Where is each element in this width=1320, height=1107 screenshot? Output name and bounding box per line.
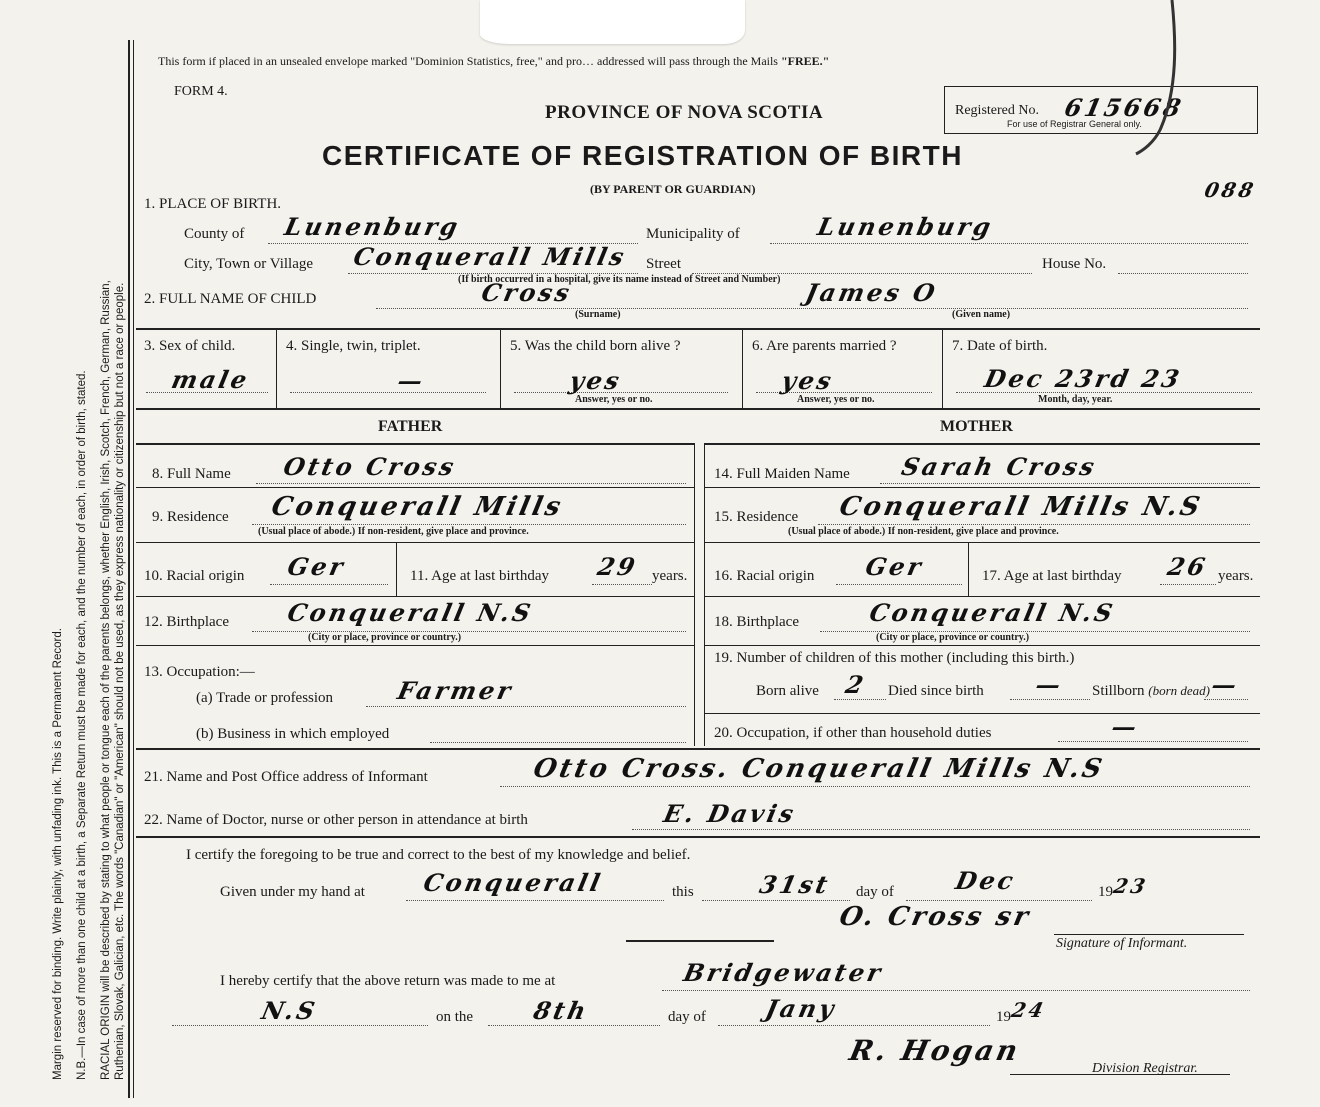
father-race-value: Ger [284, 552, 349, 581]
province-heading: PROVINCE OF NOVA SCOTIA [545, 102, 824, 123]
born-alive-caption: Answer, yes or no. [575, 394, 653, 405]
child-given-name: James O [802, 278, 941, 307]
mother-residence-value: Conquerall Mills N.S [836, 492, 1206, 522]
born-alive-count-value: 2 [842, 670, 869, 699]
registration-note: For use of Registrar General only. [1007, 119, 1142, 129]
mother-race-value: Ger [862, 552, 927, 581]
father-residence-label: 9. Residence [152, 509, 229, 525]
father-birthplace-value: Conquerall N.S [284, 598, 537, 627]
father-residence-note: (Usual place of abode.) If non-resident, give place and province. [258, 526, 529, 537]
mother-name-value: Sarah Cross [898, 452, 1100, 481]
certificate-title: CERTIFICATE OF REGISTRATION OF BIRTH [322, 140, 963, 171]
father-name-label: 8. Full Name [152, 466, 231, 482]
plurality-label: 4. Single, twin, triplet. [286, 338, 421, 354]
mother-birthplace-label: 18. Birthplace [714, 614, 799, 630]
mother-residence-label: 15. Residence [714, 509, 799, 525]
mail-note: This form if placed in an unsealed envelope marked "Dominion Statistics, free," and pro… addressed will pass through the Mails "FREE." [158, 54, 830, 68]
on-the-label: on the [436, 1009, 474, 1025]
street-label: Street [646, 256, 681, 272]
date-caption: Month, day, year. [1038, 394, 1113, 405]
mother-age-value: 26 [1164, 552, 1211, 581]
mother-name-label: 14. Full Maiden Name [714, 466, 850, 482]
registrar-year-value: 24 [1009, 998, 1049, 1022]
date-of-birth-label: 7. Date of birth. [952, 338, 1048, 354]
occupation-label: 13. Occupation:— [144, 664, 255, 680]
registration-number: 615668 [1061, 93, 1187, 122]
municipality-label: Municipality of [646, 226, 740, 242]
this-label: this [672, 884, 694, 900]
father-age-label: 11. Age at last birthday [410, 568, 549, 584]
given-place-value: Conquerall [420, 868, 606, 897]
father-birthplace-note: (City or place, province or country.) [308, 632, 462, 643]
given-under-hand-label: Given under my hand at [220, 884, 365, 900]
died-since-birth-value: — [1032, 670, 1067, 699]
mother-occupation-label: 20. Occupation, if other than household duties [714, 725, 992, 741]
mother-years-label: years. [1218, 568, 1254, 584]
died-since-birth-label: Died since birth [888, 683, 984, 699]
county-value: Lunenburg [281, 212, 464, 241]
house-number-label: House No. [1042, 256, 1107, 272]
date-of-birth-value: Dec 23rd 23 [981, 364, 1185, 393]
registration-label: Registered No. [955, 103, 1039, 118]
registration-box [944, 86, 1258, 134]
registrar-statement: I hereby certify that the above return was made to me at [220, 973, 556, 989]
father-heading: FATHER [378, 418, 443, 435]
registrar-day-value: 8th [530, 996, 592, 1025]
corner-mark: 088 [1202, 178, 1259, 202]
stillborn-value: — [1208, 670, 1243, 699]
registrar-caption: Division Registrar. [1092, 1061, 1198, 1076]
given-year-value: 23 [1111, 874, 1151, 898]
sex-value: male [168, 365, 253, 394]
municipality-value: Lunenburg [814, 212, 997, 241]
torn-paper-edge [480, 0, 745, 44]
form-number: FORM 4. [174, 84, 228, 99]
born-alive-count-label: Born alive [756, 683, 819, 699]
business-label: (b) Business in which employed [196, 726, 390, 742]
registrar-year-prefix: 19 [996, 1009, 1011, 1025]
mother-birthplace-note: (City or place, province or country.) [876, 632, 1030, 643]
sex-label: 3. Sex of child. [144, 338, 236, 354]
plurality-value: — [394, 366, 429, 395]
mother-age-label: 17. Age at last birthday [982, 568, 1122, 584]
parents-married-value: yes [778, 366, 837, 395]
mother-heading: MOTHER [940, 418, 1013, 435]
trade-value: Farmer [394, 676, 517, 705]
surname-caption: (Surname) [575, 309, 621, 320]
mother-race-label: 16. Racial origin [714, 568, 815, 584]
father-race-label: 10. Racial origin [144, 568, 245, 584]
given-day-value: 31st [756, 870, 834, 899]
father-years-label: years. [652, 568, 688, 584]
place-heading: 1. PLACE OF BIRTH. [144, 196, 282, 212]
margin-note-1: Margin reserved for binding. Write plainly, with unfading ink. This is a Permanent Record. [52, 628, 64, 1080]
city-value: Conquerall Mills [350, 242, 630, 271]
margin-rule-inner [133, 40, 134, 1098]
mother-residence-note: (Usual place of abode.) If non-resident, give place and province. [788, 526, 1059, 537]
stillborn-label: Stillborn (born dead) [1092, 683, 1211, 699]
registrar-place-value: Bridgewater [680, 958, 887, 987]
certificate-subtitle: (BY PARENT OR GUARDIAN) [590, 182, 756, 196]
certify-statement: I certify the foregoing to be true and correct to the best of my knowledge and belief. [186, 847, 691, 863]
born-alive-label: 5. Was the child born alive ? [510, 338, 681, 354]
place-note: (If birth occurred in a hospital, give its name instead of Street and Number) [458, 274, 781, 285]
registrar-month-value: Jany [762, 994, 840, 1023]
margin-rule [128, 40, 130, 1098]
children-count-label: 19. Number of children of this mother (including this birth.) [714, 650, 1075, 666]
registrar-signature: R. Hogan [846, 1034, 1024, 1067]
margin-note-3: RACIAL ORIGIN will be described by stating to what people or tongue each of the parents belongs, whether English, Irish, Scotch, French, German, Russian, [100, 280, 112, 1080]
margin-note-2: N.B.—In case of more than one child at a birth, a Separate Return must be made for each, and the number of each, in order of birth, stated. [76, 370, 88, 1080]
trade-label: (a) Trade or profession [196, 690, 334, 706]
city-label: City, Town or Village [184, 256, 314, 272]
signature-caption: Signature of Informant. [1056, 936, 1188, 951]
given-month-value: Dec [952, 866, 1019, 895]
given-caption: (Given name) [952, 309, 1011, 320]
father-age-value: 29 [594, 552, 641, 581]
margin-note-4: Ruthenian, Slovak, Galician, etc. The words "Canadian" or "American" should not be used, as they express nationality or citizenship but not a race or people. [114, 282, 126, 1080]
child-name-label: 2. FULL NAME OF CHILD [144, 291, 317, 307]
doctor-value: E. Davis [660, 799, 800, 828]
given-year-prefix: 19 [1098, 884, 1113, 900]
doctor-label: 22. Name of Doctor, nurse or other person in attendance at birth [144, 812, 528, 828]
born-alive-value: yes [566, 366, 625, 395]
child-surname: Cross [478, 278, 575, 307]
mother-occupation-value: — [1108, 712, 1143, 741]
informant-value: Otto Cross. Conquerall Mills N.S [530, 754, 1108, 784]
pen-stroke [1120, 0, 1190, 160]
father-birthplace-label: 12. Birthplace [144, 614, 229, 630]
day-of-label: day of [856, 884, 894, 900]
father-residence-value: Conquerall Mills [268, 492, 567, 522]
registrar-province-value: N.S [258, 996, 321, 1025]
parents-married-caption: Answer, yes or no. [797, 394, 875, 405]
father-name-value: Otto Cross [280, 452, 460, 481]
county-label: County of [184, 226, 245, 242]
parents-married-label: 6. Are parents married ? [752, 338, 897, 354]
informant-signature: O. Cross sr [836, 902, 1034, 932]
informant-label: 21. Name and Post Office address of Informant [144, 769, 428, 785]
registrar-day-of-label: day of [668, 1009, 706, 1025]
mother-birthplace-value: Conquerall N.S [866, 598, 1119, 627]
